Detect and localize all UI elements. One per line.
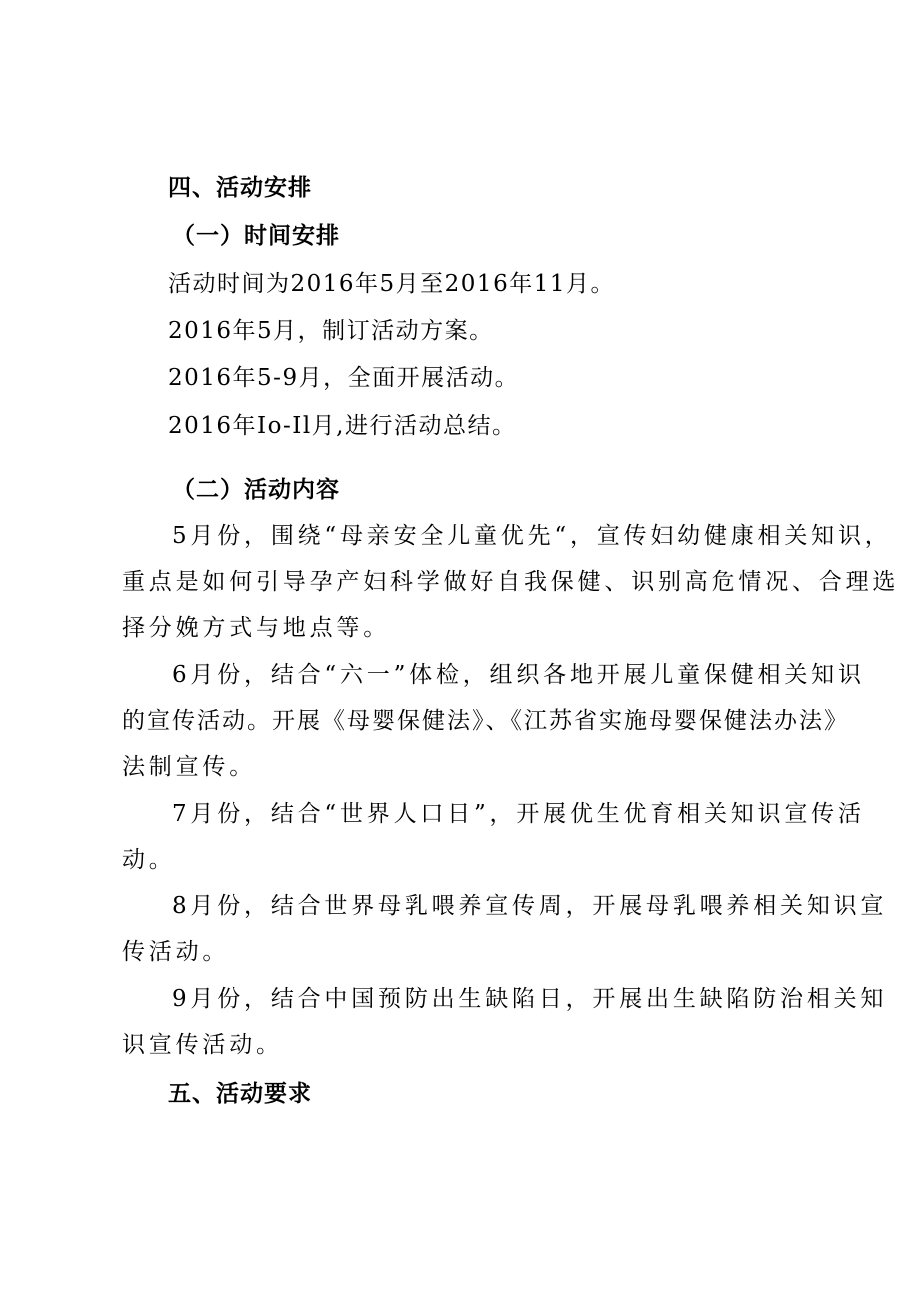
paragraph-line: 法制宣传。: [122, 754, 256, 780]
paragraph-line: 重点是如何引导孕产妇科学做好自我保健、识别高危情况、合理选: [122, 569, 900, 595]
schedule-line: 活动时间为2016年5月至2016年11月。: [168, 271, 615, 297]
schedule-line: 2016年5-9月，全面开展活动。: [168, 365, 520, 391]
subsection-heading-content: （二）活动内容: [172, 477, 340, 503]
paragraph-line: 5月份，围绕“母亲安全儿童优先“，宣传妇幼健康相关知识，: [172, 523, 892, 549]
schedule-line: 2016年5月，制订活动方案。: [168, 318, 494, 344]
section-heading-activity-arrangement: 四、活动安排: [168, 175, 312, 201]
paragraph-line: 的宣传活动。开展《母婴保健法》、《江苏省实施母婴保健法办法》: [122, 708, 849, 734]
paragraph-line: 6月份，结合“六一”体检，组织各地开展儿童保健相关知识: [172, 662, 865, 688]
paragraph-line: 动。: [122, 847, 176, 873]
section-heading-activity-requirements: 五、活动要求: [168, 1081, 312, 1107]
paragraph-line: 传活动。: [122, 939, 230, 965]
paragraph-line: 择分娩方式与地点等。: [122, 615, 390, 641]
paragraph-line: 9月份，结合中国预防出生缺陷日，开展出生缺陷防治相关知: [172, 986, 888, 1012]
paragraph-line: 7月份，结合“世界人口日”，开展优生优育相关知识宣传活: [172, 801, 865, 827]
paragraph-line: 识宣传活动。: [122, 1032, 283, 1058]
paragraph-line: 8月份，结合世界母乳喂养宣传周，开展母乳喂养相关知识宣: [172, 893, 888, 919]
schedule-line: 2016年Io-Il月,进行活动总结。: [168, 413, 517, 439]
subsection-heading-schedule: （一）时间安排: [172, 223, 340, 249]
